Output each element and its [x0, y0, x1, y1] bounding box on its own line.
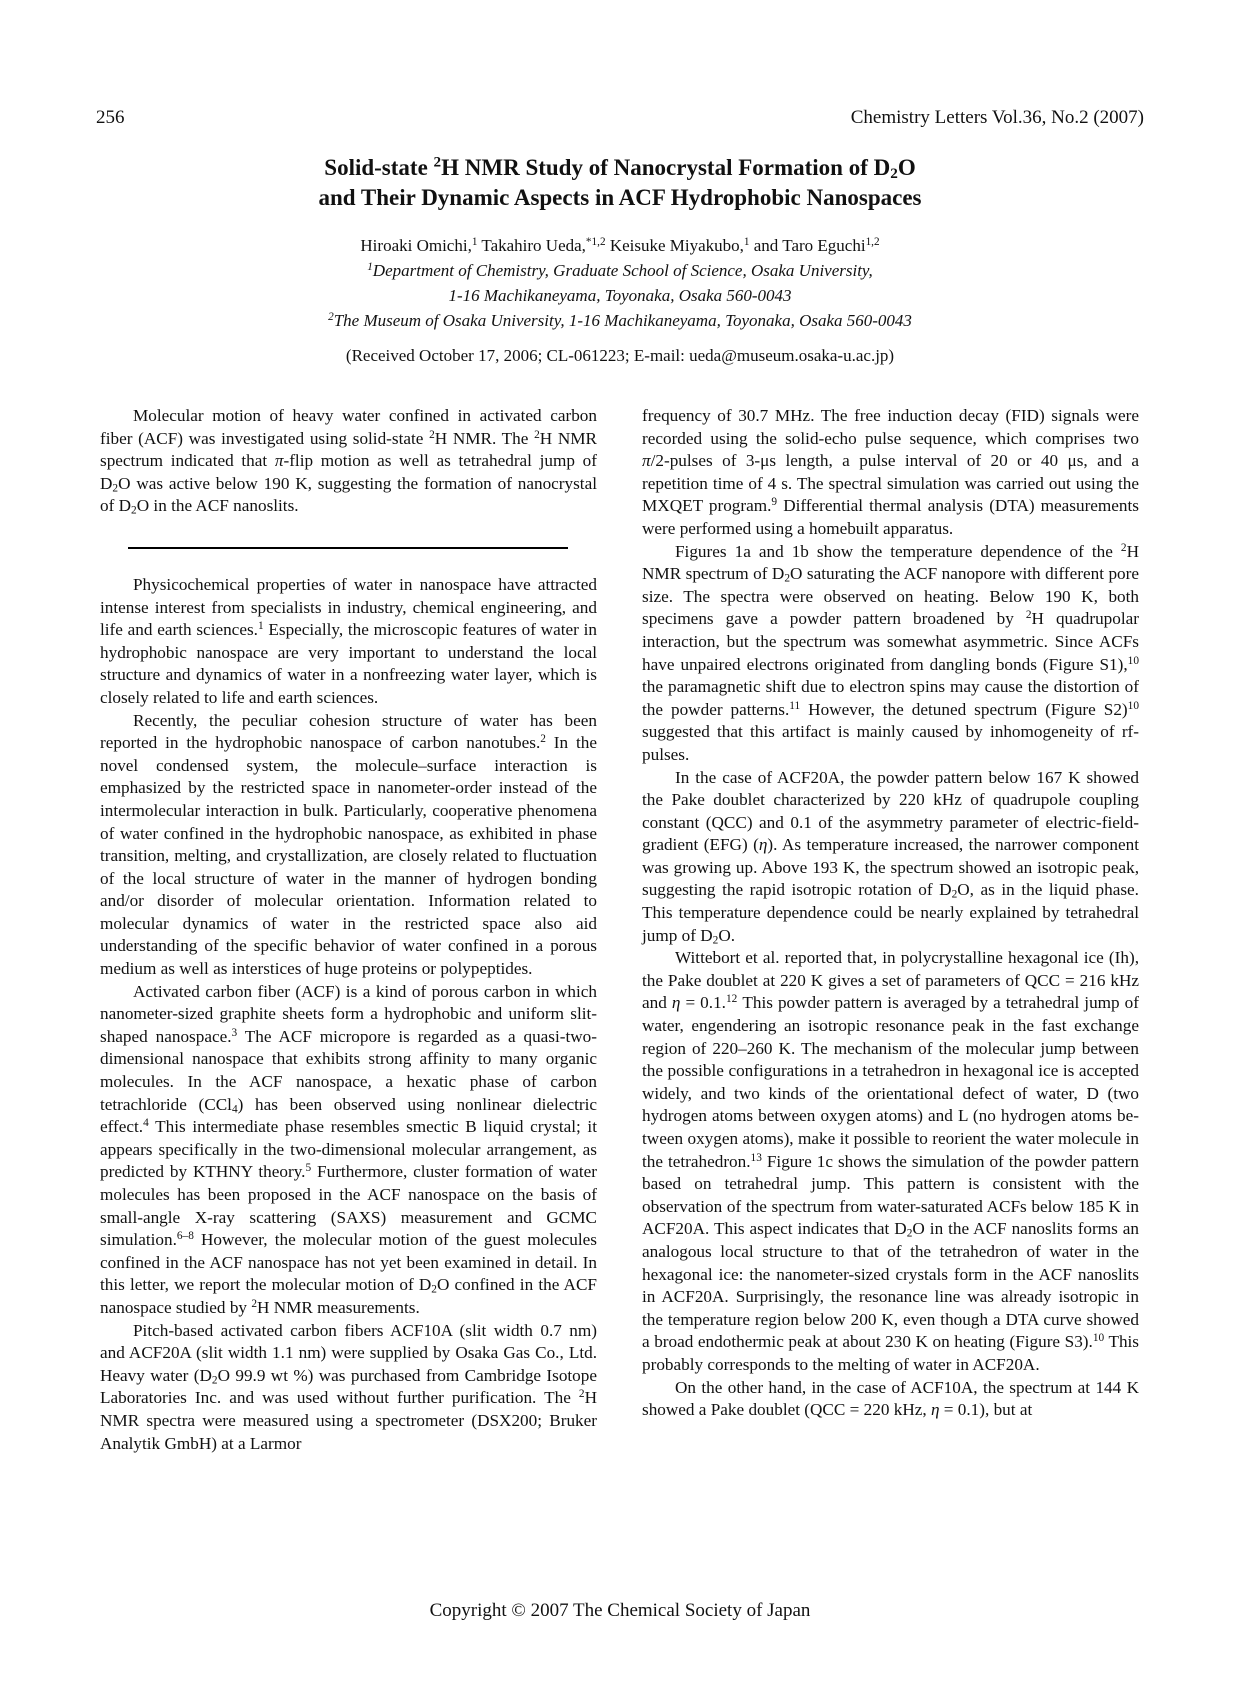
affiliation-1: $^1$Department of Chemistry, Graduate School of Science, Osaka University, — [367, 260, 873, 280]
body-paragraph: frequency of 30.7 MHz. The free induction decay (FID) signals were recorded using the solid-echo pulse sequence, which comprises two π/2-pulses of 3-μs length, a pulse interval of 20 or 40 μs, and a repetition time of 4 s. The spectral simulation was carried out using the MXQET program.$^9$ Differential thermal analysis (DTA) measurements were performed using a homebuilt apparatus. — [642, 406, 1139, 538]
article-title — [150, 153, 1090, 213]
journal-citation: Chemistry Letters Vol.36, No.2 (2007) — [850, 107, 1144, 128]
page-number: 256 — [96, 107, 125, 128]
title-line-2: and Their Dynamic Aspects in ACF Hydrophobic Nanospaces — [318, 185, 922, 210]
author-block — [150, 233, 1090, 333]
body-paragraph: On the other hand, in the case of ACF10A, the spectrum at 144 K showed a Pake doublet (QCC = 220 kHz, η = 0.1), but at — [642, 1377, 1139, 1420]
body-paragraph: Pitch-based activated carbon fibers ACF10A (slit width 0.7 nm) and ACF20A (slit width 1.1 nm) were supplied by Osaka Gas Co., Ltd. Heavy water ($D_2O$ 99.9 wt %) was purchased from Cambridge Isotope Laboratories Inc. and was used without further purification. The $^2$H NMR spectra were measured using a spectrometer (DSX200; Bruker Analytik GmbH) at a Larmor — [100, 1320, 598, 1453]
affiliation-1-address: 1-16 Machikaneyama, Toyonaka, Osaka 560-0043 — [448, 286, 792, 305]
body-paragraph: Recently, the peculiar cohesion structure of water has been reported in the hydrophobic nanospace of carbon nanotubes.$^2$ In the novel condensed system, the molecule–surface interaction is emphasized by the restricted space in nanometer-order instead of the intermolecular interaction in bulk. Particularly, cooperative phenomena of water confined in the hydrophobic nanospace, as exhibited in phase transition, melting, and crystallization, are closely related to fluctuation of the local structure of water in the manner of hydrogen bonding and/or disorder of molecular orientation. Information related to molecular dynamics of water in the restricted space also aid understanding of the specific behavior of water confined in a porous medium as well as interstices of huge proteins or polypeptides. — [100, 710, 597, 979]
received-line: (Received October 17, 2006; CL-061223; E-mail: ueda@museum.osaka-u.ac.jp) — [345, 346, 895, 365]
body-paragraph: In the case of ACF20A, the powder pattern below 167 K showed the Pake doublet characterized by 220 kHz of quadrupole coupling constant (QCC) and 0.1 of the asymmetry parameter of electric-field-gradient (EFG) (η). As temperature increased, the narrower component was growing up. Above 193 K, the spectrum showed an isotropic peak, suggesting the rapid isotropic rotation of $D_2O$, as in the liquid phase. This temperature dependence could be nearly explained by tetrahedral jump of $D_2O$. — [642, 767, 1139, 946]
body-paragraph: Physicochemical properties of water in nanospace have attracted intense interest from specialists in industry, chemical engineering, and life and earth sciences.$^1$ Especially, the microscopic features of water in hydrophobic nanospace are very important to understand the local structure and dynamics of water in a nonfreezing water layer, which is closely related to life and earth sciences. — [100, 574, 597, 707]
affiliation-2: $^2$The Museum of Osaka University, 1-16 Machikaneyama, Toyonaka, Osaka 560-0043 — [328, 310, 912, 330]
title-line-1: Solid-state $^2$H NMR Study of Nanocrystal Formation of $D_2O$ — [324, 153, 916, 183]
body-paragraph: Activated carbon fiber (ACF) is a kind of porous carbon in which nanometer-sized graphite sheets form a hydrophobic and uniform slit-shaped nanospace.$^3$ The ACF micropore is regarded as a quasi-two-dimensional nanospace that exhibits strong affinity to many organic molecules. In the ACF nanospace, a hexatic phase of carbon tetrachloride (CCl$_4$) has been observed using nonlinear dielectric effect.$^4$ This intermediate phase resembles smectic B liquid crystal; it appears specifically in the two-dimensional molecular arrangement, as predicted by KTHNY theory.$^5$ Furthermore, cluster formation of water molecules has been proposed in the ACF nanospace on the basis of small-angle X-ray scattering (SAXS) measurement and GCMC simulation.$^{6-8}$ However, the molecular motion of the guest molecules confined in the ACF nanospace has not yet been examined in detail. In this letter, we report the molecular motion of $D_2O$ confined in the ACF nanospace studied by $^2$H NMR measurements. — [100, 981, 597, 1317]
left-column — [100, 405, 597, 1455]
body-paragraph: Wittebort et al. reported that, in polycrystalline hexagonal ice (Ih), the Pake doublet at 220 K gives a set of parameters of QCC = 216 kHz and η = 0.1.12 This powder pattern is averaged by a tetrahedral jump of water, engendering an isotropic resonance peak in the fast exchange region of 220–260 K. The mechanism of the molecular jump between the possible configurations in a tetrahedron in hexagonal ice is accepted widely, and two kinds of the orientational defect of water, D (two hydrogen atoms between oxygen atoms) and L (no hydrogen atoms between oxygen atoms), make it possible to reorient the water molecule in the tetrahedron.$^{13}$ Figure 1c shows the simulation of the powder pattern based on tetrahedral jump. This pattern is consistent with the observation of the spectrum from water-saturated ACFs below 185 K in ACF20A. This aspect indicates that $D_2O$ in the ACF nanoslits forms an analogous local structure to that of the tetrahedron of water in the hexagonal ice: the nanometer-sized crystals form in the ACF nanoslits in ACF20A. Surprisingly, the resonance line was already isotropic in the temperature region below 200 K, even though a DTA curve showed a broad endothermic peak at about 230 K on heating (Figure S3).$^{10}$ This probably corresponds to the melting of water in ACF20A. — [642, 948, 1139, 1374]
author-list: Hiroaki Omichi,$^1$ Takahiro Ueda,$^{*1,2}$ Keisuke Miyakubo,$^1$ and Taro Eguchi$^{1,2}$ — [360, 235, 880, 255]
abstract: Molecular motion of heavy water confined in activated carbon fiber (ACF) was investigated using solid-state $^2$H NMR. The $^2$H NMR spectrum indicated that π-flip motion as well as tetrahedral jump of $D_2O$ was active below 190 K, suggesting the formation of nanocrystal of $D_2O$ in the ACF nanoslits. — [100, 406, 598, 517]
body-paragraph: Figures 1a and 1b show the temperature dependence of the $^2$H NMR spectrum of $D_2O$ saturating the ACF nanopore with different pore size. The spectra were observed on heating. Below 190 K, both specimens gave a powder pattern broadened by $^2$H quadrupolar interaction, but the spectrum was somewhat asymmetric. Since ACFs have unpaired electrons originated from dangling bonds (Figure S1),$^{10}$ the paramagnetic shift due to electron spins may cause the distortion of the powder patterns.$^{11}$ However, the detuned spectrum (Figure S2)$^{10}$ suggested that this artifact is mainly caused by inhomogeneity of rf-pulses. — [642, 541, 1140, 764]
copyright-footer: Copyright © 2007 The Chemical Society of Japan — [429, 1600, 811, 1621]
right-column — [642, 405, 1139, 1422]
abstract-divider — [128, 547, 568, 549]
